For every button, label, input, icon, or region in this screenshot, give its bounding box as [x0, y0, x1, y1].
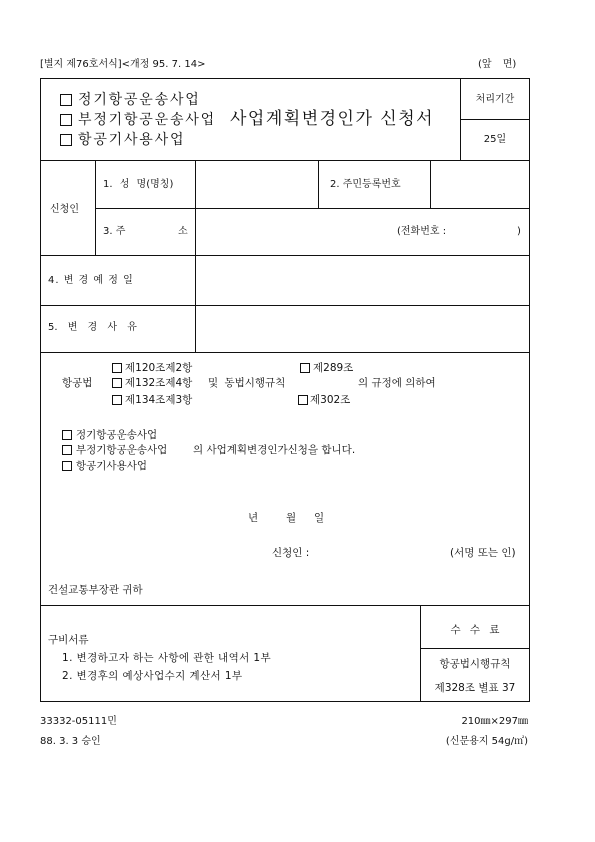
table-rule [40, 352, 530, 353]
title-option-aircraft-use: 항공기사용사업 [78, 132, 186, 148]
name-field[interactable] [196, 161, 317, 207]
attachment-item: 1. 변경하고자 하는 사항에 관한 내역서 1부 [62, 652, 272, 664]
table-rule [460, 119, 530, 120]
attachments-label: 구비서류 [48, 634, 89, 646]
basis-suffix: 의 규정에 의하여 [358, 377, 436, 389]
change-date-label: 4. 변 경 예 정 일 [48, 275, 134, 286]
article-289-checkbox[interactable] [300, 363, 310, 373]
date-year-label: 년 [248, 512, 259, 524]
request-suffix: 의 사업계획변경인가신청을 합니다. [193, 444, 356, 456]
phone-close: ) [517, 226, 521, 237]
change-date-field[interactable] [196, 256, 529, 304]
address-field[interactable] [196, 209, 529, 254]
article-134-checkbox[interactable] [112, 395, 122, 405]
table-rule [420, 648, 530, 649]
article-289: 제289조 [313, 362, 354, 374]
enforcement-rule: 및 동법시행규칙 [208, 377, 286, 389]
statement-checkbox-aircraft-use[interactable] [62, 461, 72, 471]
paper-type: (신문용지 54g/㎡) [445, 736, 528, 747]
page-side: (앞 면) [478, 59, 517, 70]
title-checkbox-irregular-air-transport[interactable] [60, 114, 72, 126]
resident-number-label: 2. 주민등록번호 [330, 179, 401, 190]
phone-label: (전화번호 : [397, 226, 447, 237]
table-rule [40, 605, 530, 606]
change-reason-field[interactable] [196, 306, 529, 351]
approval-date: 88. 3. 3 승인 [40, 736, 101, 747]
article-132: 제132조제4항 [125, 377, 193, 389]
signer-label: 신청인 : [272, 547, 310, 559]
table-rule [318, 160, 319, 208]
title-checkbox-regular-air-transport[interactable] [60, 94, 72, 106]
statement-checkbox-regular[interactable] [62, 430, 72, 440]
statement-option-irregular: 부정기항공운송사업 [76, 444, 168, 456]
document-title: 사업계획변경인가 신청서 [230, 109, 435, 129]
form-code: 33332-05111민 [40, 716, 117, 727]
title-option-regular: 정기항공운송사업 [78, 92, 201, 108]
article-120: 제120조제2항 [125, 362, 193, 374]
article-132-checkbox[interactable] [112, 378, 122, 388]
fee-label: 수 수 료 [450, 624, 500, 636]
statement-option-aircraft-use: 항공기사용사업 [76, 460, 148, 472]
article-302: 제302조 [310, 394, 351, 406]
title-option-irregular: 부정기항공운송사업 [78, 112, 216, 128]
applicant-section-label: 신청인 [50, 204, 79, 215]
law-label: 항공법 [62, 377, 93, 389]
article-302-checkbox[interactable] [298, 395, 308, 405]
processing-period-value: 25일 [483, 134, 507, 145]
sign-note: (서명 또는 인) [450, 547, 516, 559]
statement-checkbox-irregular[interactable] [62, 445, 72, 455]
attachment-item: 2. 변경후의 예상사업수지 계산서 1부 [62, 670, 243, 682]
article-134: 제134조제3항 [125, 394, 193, 406]
article-120-checkbox[interactable] [112, 363, 122, 373]
form-number: [별지 제76호서식]<개정 95. 7. 14> [40, 59, 206, 70]
paper-size: 210㎜×297㎜ [461, 716, 528, 727]
address-label-end: 소 [178, 226, 188, 237]
name-label: 1. 성 명(명칭) [103, 179, 174, 190]
fee-basis-line2: 제328조 별표 37 [434, 682, 516, 694]
title-checkbox-aircraft-use[interactable] [60, 134, 72, 146]
fee-basis-line1: 항공법시행규칙 [439, 658, 511, 670]
statement-option-regular: 정기항공운송사업 [76, 429, 158, 441]
processing-period-label: 처리기간 [475, 94, 515, 105]
recipient: 건설교통부장관 귀하 [48, 584, 143, 596]
date-day-label: 일 [314, 512, 325, 524]
address-label-start: 3. 주 [103, 226, 126, 237]
change-reason-label: 5. 변 경 사 유 [48, 322, 137, 333]
resident-number-field[interactable] [431, 161, 529, 207]
date-month-label: 월 [286, 512, 297, 524]
